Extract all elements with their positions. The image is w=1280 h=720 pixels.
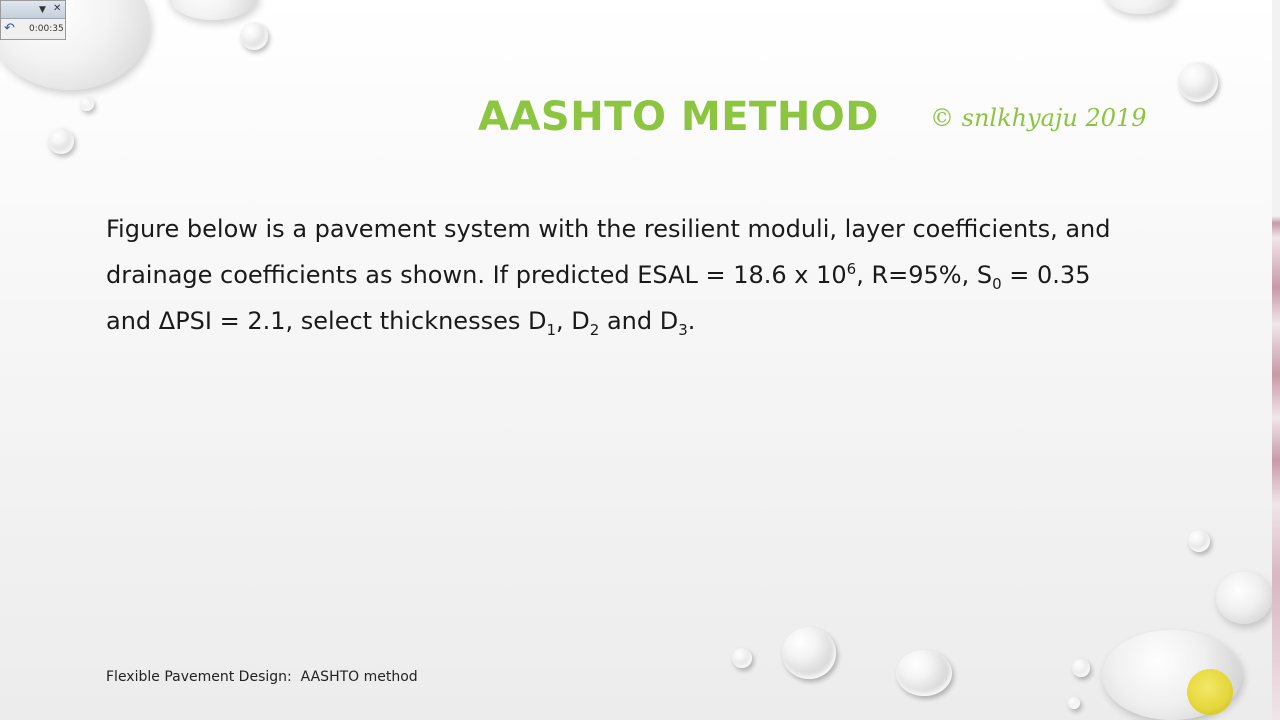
problem-line-3: and ΔPSI = 2.1, select thicknesses $D_1$, $D_2$ and $D_3$. <box>106 307 696 339</box>
close-icon[interactable]: ✕ <box>53 3 62 14</box>
cursor-highlight <box>1187 669 1233 715</box>
water-drop-decoration <box>1178 62 1218 102</box>
water-drop-decoration <box>168 0 258 20</box>
water-drop-decoration <box>1188 530 1210 552</box>
water-drop-decoration <box>1072 659 1090 677</box>
elapsed-time: 0:00:35 <box>29 24 64 34</box>
slide-title: AASHTO METHOD <box>478 94 880 140</box>
copyright-notice: © snlkhyaju 2019 <box>930 104 1147 132</box>
recorder-titlebar <box>1 1 65 19</box>
problem-statement <box>106 206 1186 344</box>
recording-timer-widget[interactable] <box>0 0 66 40</box>
water-drop-decoration <box>732 648 752 668</box>
water-drop-decoration <box>1068 697 1080 709</box>
water-drop-decoration <box>80 97 94 111</box>
water-drop-decoration <box>1104 0 1176 14</box>
undo-icon[interactable]: ↶ <box>4 21 15 36</box>
water-drop-decoration <box>782 627 836 679</box>
problem-line-2: drainage coefficients as shown. If predicted ESAL = 18.6 x $10^6$, R=95%, $S_0 = 0.35$ <box>106 260 1091 293</box>
slide-footer: Flexible Pavement Design: AASHTO method <box>106 669 418 685</box>
water-drop-decoration <box>48 128 74 154</box>
problem-line-1: Figure below is a pavement system with the resilient moduli, layer coefficients, and <box>106 215 1111 243</box>
chevron-down-icon[interactable]: ▼ <box>39 5 46 15</box>
water-drop-decoration <box>896 650 952 696</box>
water-drop-decoration <box>1216 572 1272 624</box>
window-edge <box>1272 0 1280 720</box>
water-drop-decoration <box>240 22 268 50</box>
